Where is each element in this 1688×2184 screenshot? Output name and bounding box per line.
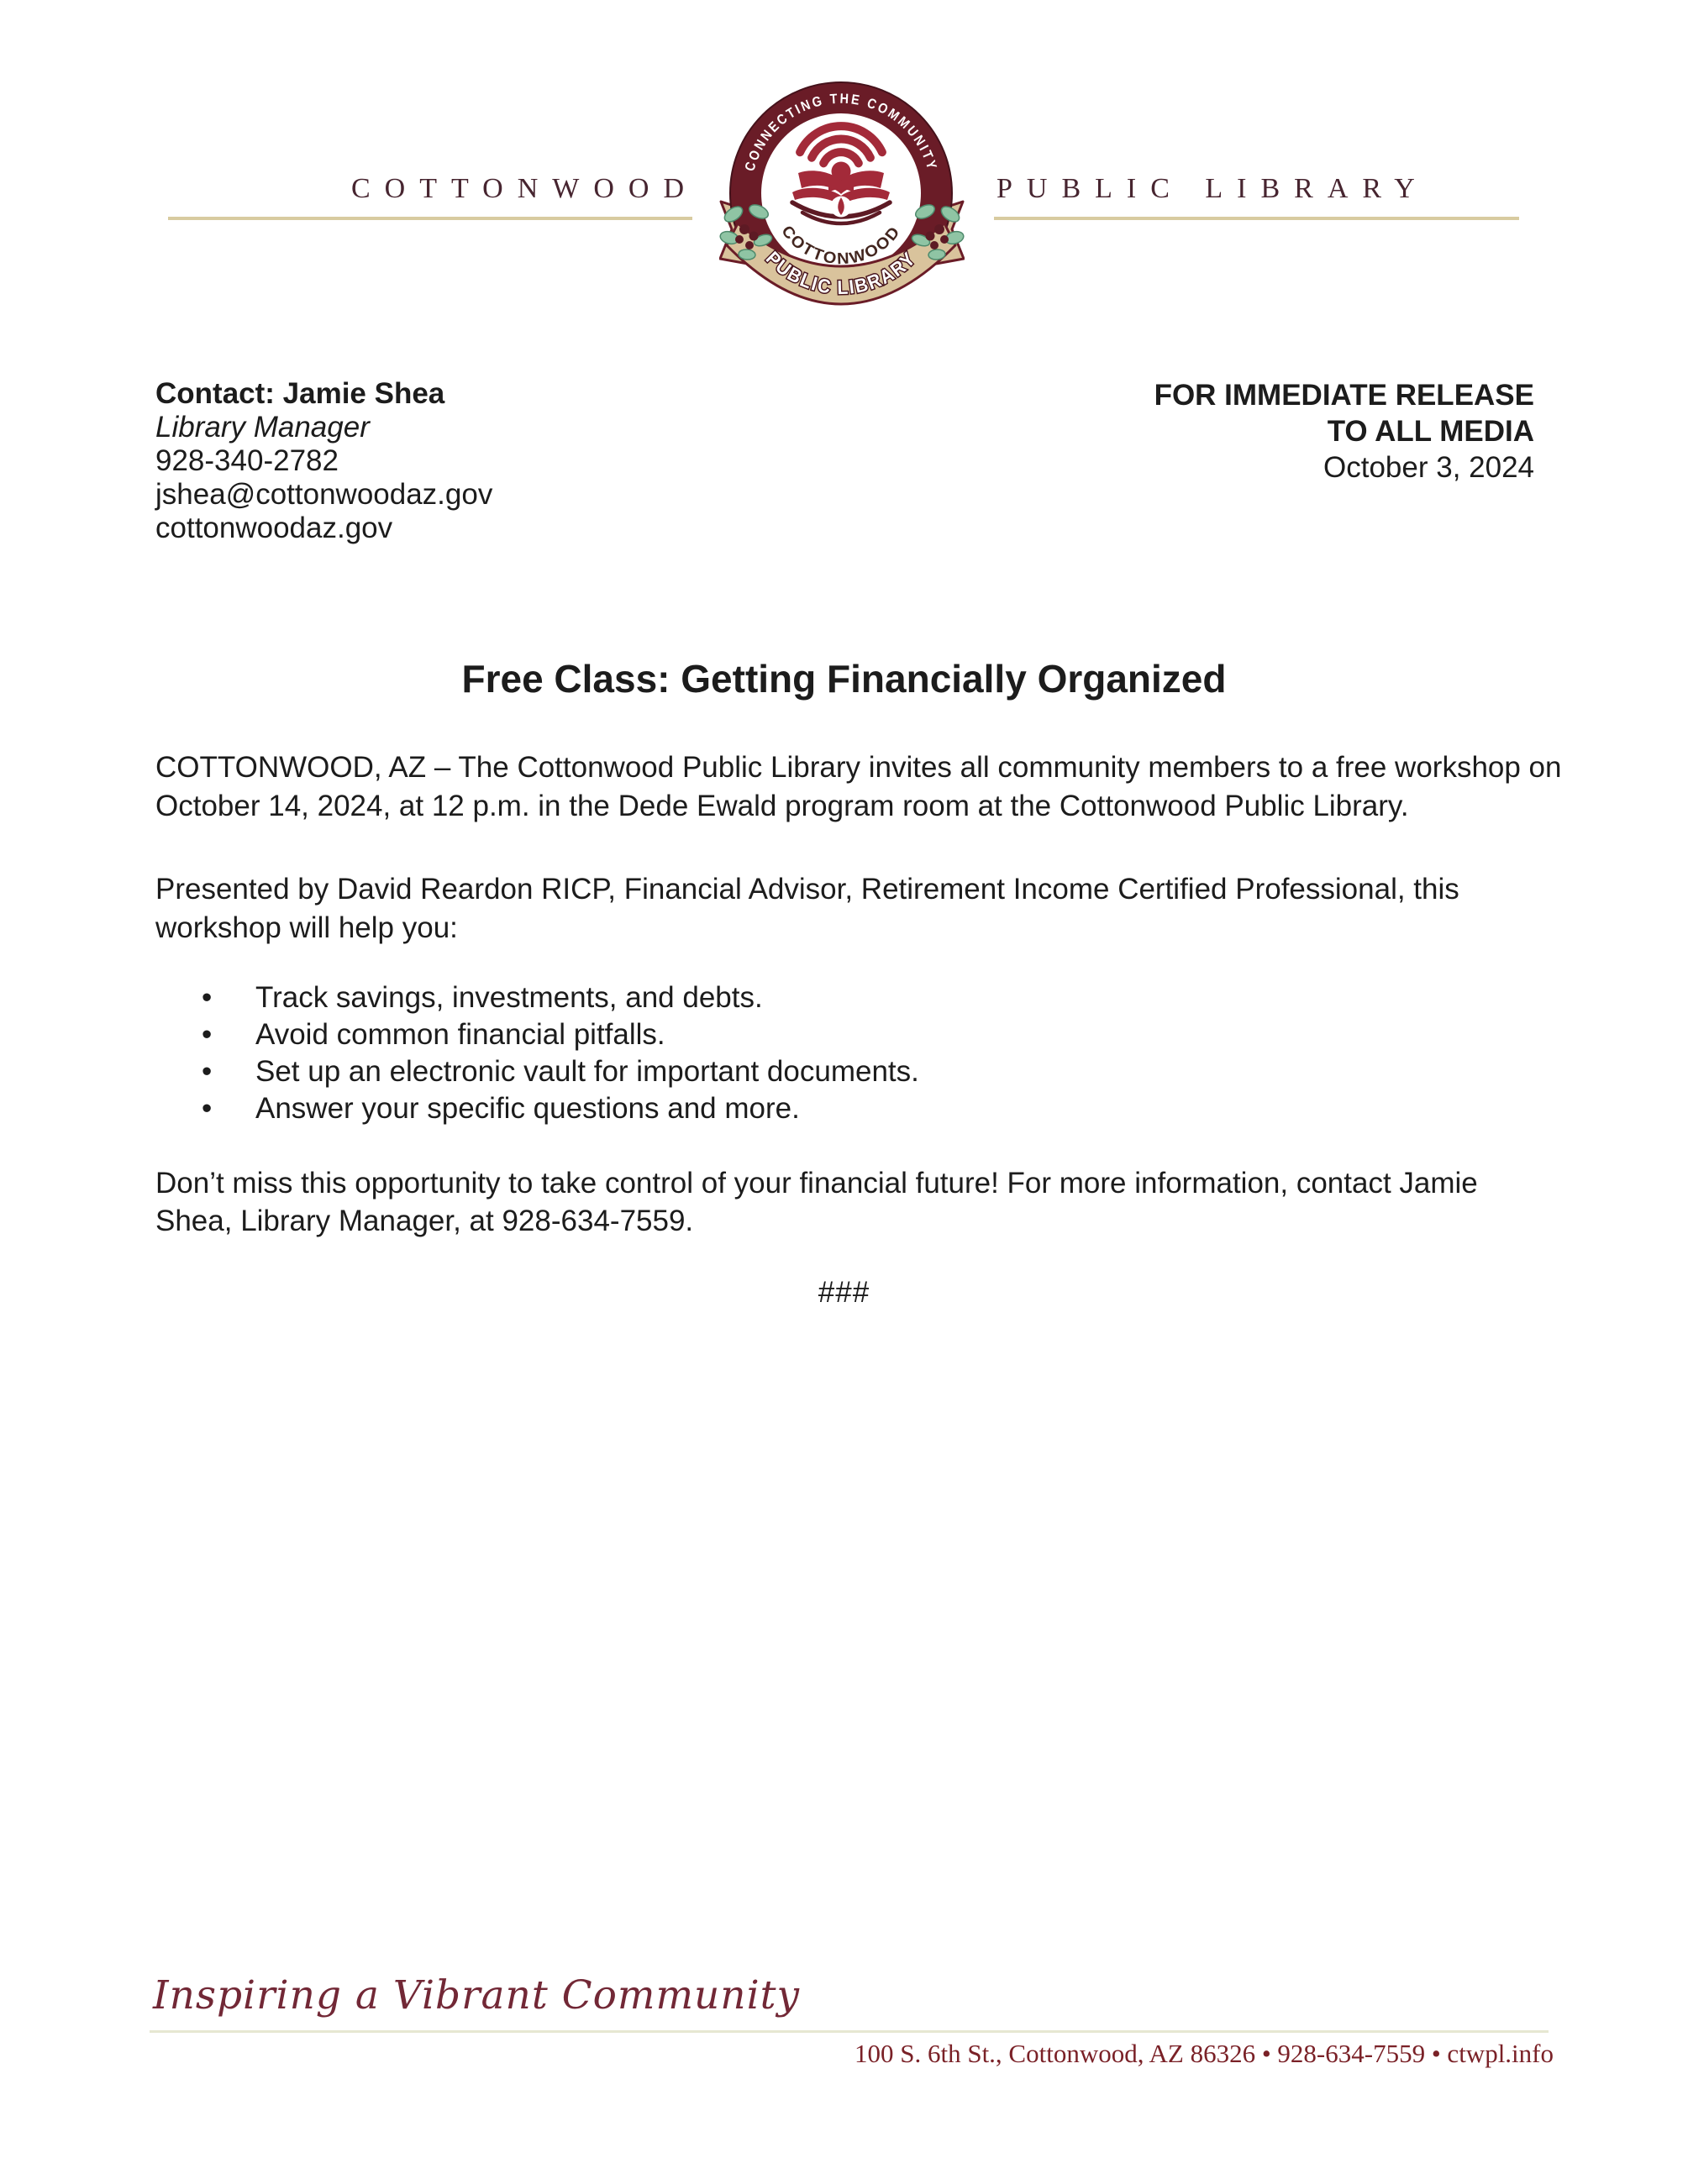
release-block — [1154, 377, 1534, 486]
list-item — [202, 1055, 919, 1092]
paragraph-line: October 14, 2024, at 12 p.m. in the Dede Ewald program room at the Cottonwood Public Library. — [155, 790, 1409, 822]
wordmark-cottonwood: COTTONWOOD — [350, 173, 698, 204]
list-item — [202, 981, 919, 1018]
contact-email: jshea@cottonwoodaz.gov — [155, 478, 493, 511]
paragraph-line: Presented by David Reardon RICP, Financial Advisor, Retirement Income Certified Professional, this — [155, 873, 1459, 906]
footer-rule — [150, 2030, 1549, 2033]
list-item-text: Avoid common financial pitfalls. — [255, 1018, 665, 1051]
contact-role: Library Manager — [155, 411, 370, 444]
contact-name: Contact: Jamie Shea — [155, 377, 445, 410]
release-date: October 3, 2024 — [1323, 451, 1534, 484]
bullet-icon: • — [202, 1092, 213, 1125]
bullet-icon: • — [202, 981, 213, 1014]
header-rule-right — [994, 217, 1519, 220]
bullet-icon: • — [202, 1055, 213, 1088]
list-item — [202, 1018, 919, 1055]
footer-address: 100 S. 6th St., Cottonwood, AZ 86326 • 928-634-7559 • ctwpl.info — [854, 2039, 1554, 2068]
bullet-icon: • — [202, 1018, 213, 1051]
library-logo-icon — [719, 70, 965, 322]
list-item-text: Answer your specific questions and more. — [255, 1092, 800, 1125]
paragraph-line: workshop will help you: — [155, 911, 458, 944]
list-item-text: Set up an electronic vault for important documents. — [255, 1055, 919, 1088]
logo-city-text: COTTONWOOD — [777, 222, 905, 269]
logo-wifi-book-icon — [792, 126, 890, 223]
paragraph-line: Don’t miss this opportunity to take control of your financial future! For more information, contact Jamie — [155, 1167, 1478, 1200]
end-mark: ### — [818, 1276, 870, 1309]
contact-phone: 928-340-2782 — [155, 444, 339, 477]
contact-block — [155, 377, 492, 545]
logo-banner-text: PUBLIC LIBRARY — [761, 246, 922, 299]
contact-website: cottonwoodaz.gov — [155, 512, 393, 544]
paragraph-line: COTTONWOOD, AZ – The Cottonwood Public Library invites all community members to a free workshop on — [155, 751, 1562, 784]
list-item-text: Track savings, investments, and debts. — [255, 981, 763, 1014]
footer-tagline: Inspiring a Vibrant Community — [153, 1972, 801, 2019]
release-line-1: FOR IMMEDIATE RELEASE — [1154, 379, 1534, 412]
header-rule-left — [168, 217, 692, 220]
logo-arc-top-text: CONNECTING THE COMMUNITY — [742, 91, 941, 175]
wordmark-public-library: PUBLIC LIBRARY — [996, 173, 1429, 204]
release-line-2: TO ALL MEDIA — [1327, 415, 1534, 448]
bullet-list — [202, 981, 919, 1129]
paragraph-closing — [155, 1164, 1478, 1240]
headline: Free Class: Getting Financially Organized — [461, 657, 1227, 701]
paragraph-intro — [155, 748, 1562, 826]
paragraph-line: Shea, Library Manager, at 928-634-7559. — [155, 1205, 694, 1237]
paragraph-presenter — [155, 870, 1459, 948]
list-item — [202, 1092, 919, 1129]
